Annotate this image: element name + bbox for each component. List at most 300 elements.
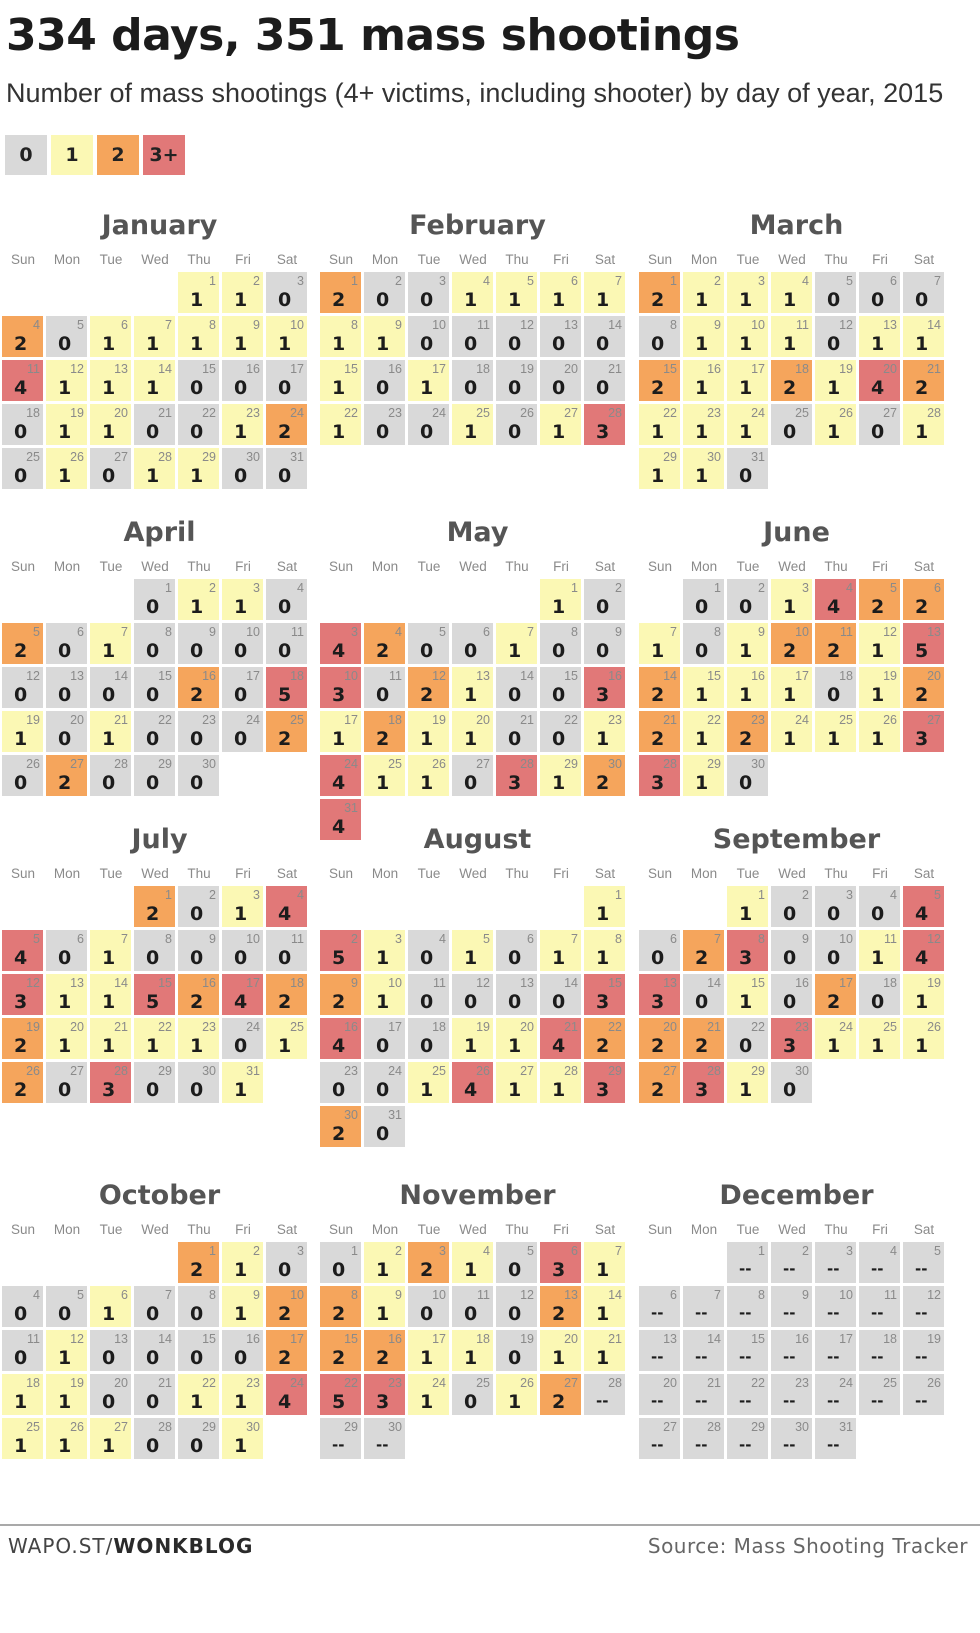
day-cell [859, 667, 900, 708]
day-cell [639, 623, 680, 664]
day-number: 20 [883, 362, 897, 376]
shooting-count: 1 [508, 1079, 522, 1101]
day-cell [46, 711, 87, 752]
day-number: 29 [202, 450, 216, 464]
month-march [639, 210, 954, 510]
weekday-label: Tue [417, 252, 441, 267]
shooting-count: 1 [695, 333, 709, 355]
day-cell [540, 755, 581, 796]
day-cell [408, 667, 449, 708]
day-cell [859, 1018, 900, 1059]
day-number: 2 [253, 274, 260, 288]
day-cell [727, 579, 768, 620]
day-number: 22 [344, 1376, 358, 1390]
weekday-label: Thu [187, 866, 211, 881]
shooting-count: 4 [915, 947, 929, 969]
shooting-count: 1 [234, 1391, 248, 1413]
day-cell [683, 755, 724, 796]
day-cell [266, 1374, 307, 1415]
day-cell [584, 886, 625, 927]
day-number: 31 [246, 1064, 260, 1078]
weekday-label: Sun [10, 559, 36, 574]
day-cell [320, 1418, 361, 1459]
day-cell [771, 711, 812, 752]
day-cell [584, 316, 625, 357]
day-cell [815, 930, 856, 971]
day-number: 10 [839, 1288, 853, 1302]
shooting-count: 3 [915, 728, 929, 750]
day-number: 26 [927, 1020, 941, 1034]
day-cell [222, 623, 263, 664]
shooting-count: 0 [420, 333, 434, 355]
day-number: 27 [663, 1064, 677, 1078]
shooting-count: 1 [102, 1035, 116, 1057]
shooting-count: 2 [695, 1035, 709, 1057]
shooting-count: -- [827, 1304, 840, 1322]
shooting-count: 2 [783, 640, 797, 662]
day-number: 17 [344, 713, 358, 727]
shooting-count: 0 [146, 640, 160, 662]
day-number: 22 [751, 1376, 765, 1390]
day-number: 27 [476, 757, 490, 771]
day-cell [90, 974, 131, 1015]
day-number: 27 [663, 1420, 677, 1434]
shooting-count: 0 [783, 991, 797, 1013]
day-number: 30 [246, 450, 260, 464]
day-cell [408, 1062, 449, 1103]
day-number: 28 [520, 757, 534, 771]
day-cell [178, 448, 219, 489]
month-october [2, 1180, 317, 1480]
month-june [639, 517, 954, 817]
shooting-count: 1 [234, 289, 248, 311]
day-number: 9 [395, 1288, 402, 1302]
weekday-label: Wed [778, 866, 806, 881]
shooting-count: 0 [420, 421, 434, 443]
day-cell [584, 1242, 625, 1283]
day-cell [320, 360, 361, 401]
shooting-count: 1 [376, 1303, 390, 1325]
day-number: 21 [707, 1020, 721, 1034]
day-cell [727, 360, 768, 401]
day-cell [178, 667, 219, 708]
weekday-label: Sun [328, 559, 354, 574]
shooting-count: 1 [190, 1391, 204, 1413]
shooting-count: 1 [464, 289, 478, 311]
legend-item: 2 [97, 135, 139, 175]
day-cell [46, 360, 87, 401]
shooting-count: 3 [102, 1079, 116, 1101]
shooting-count: 2 [651, 289, 665, 311]
day-cell [134, 1062, 175, 1103]
day-cell [134, 623, 175, 664]
shooting-count: 0 [234, 1347, 248, 1369]
shooting-count: 0 [596, 377, 610, 399]
day-cell [727, 1018, 768, 1059]
day-number: 29 [202, 1420, 216, 1434]
day-cell [90, 667, 131, 708]
day-number: 20 [114, 1376, 128, 1390]
weekday-label: Tue [417, 866, 441, 881]
day-cell [859, 974, 900, 1015]
shooting-count: -- [827, 1436, 840, 1454]
day-cell [222, 360, 263, 401]
shooting-count: 0 [695, 596, 709, 618]
day-cell [134, 1374, 175, 1415]
day-number: 10 [290, 1288, 304, 1302]
day-cell [859, 1242, 900, 1283]
day-cell [452, 755, 493, 796]
day-number: 21 [158, 1376, 172, 1390]
day-cell [222, 930, 263, 971]
month-february [320, 210, 635, 510]
day-cell [134, 711, 175, 752]
day-cell [815, 579, 856, 620]
shooting-count: 1 [508, 640, 522, 662]
credit-plain: WAPO.ST/ [8, 1534, 114, 1558]
shooting-count: 0 [552, 640, 566, 662]
shooting-count: 1 [871, 1035, 885, 1057]
day-cell [364, 1018, 405, 1059]
shooting-count: -- [695, 1304, 708, 1322]
day-number: 15 [344, 362, 358, 376]
shooting-count: 1 [420, 1391, 434, 1413]
shooting-count: 1 [552, 1079, 566, 1101]
day-number: 8 [571, 625, 578, 639]
day-cell [408, 404, 449, 445]
day-cell [540, 623, 581, 664]
shooting-count: -- [739, 1392, 752, 1410]
shooting-count: 5 [332, 947, 346, 969]
day-cell [540, 316, 581, 357]
day-number: 18 [476, 362, 490, 376]
day-cell [727, 272, 768, 313]
day-cell [496, 1242, 537, 1283]
day-cell [46, 404, 87, 445]
day-cell [815, 1286, 856, 1327]
day-cell [496, 1286, 537, 1327]
shooting-count: -- [739, 1260, 752, 1278]
day-cell [134, 1018, 175, 1059]
day-cell [178, 623, 219, 664]
day-number: 9 [802, 932, 809, 946]
day-cell [364, 1286, 405, 1327]
shooting-count: 0 [420, 991, 434, 1013]
day-number: 17 [246, 976, 260, 990]
shooting-count: 1 [739, 377, 753, 399]
shooting-count: 1 [871, 640, 885, 662]
day-number: 28 [608, 406, 622, 420]
day-cell [266, 360, 307, 401]
shooting-count: 1 [14, 1435, 28, 1457]
shooting-count: 2 [915, 596, 929, 618]
day-number: 13 [663, 1332, 677, 1346]
day-cell [540, 360, 581, 401]
day-cell [364, 623, 405, 664]
day-cell [452, 1286, 493, 1327]
footer-source: Source: Mass Shooting Tracker [647, 1534, 968, 1558]
legend-item: 0 [5, 135, 47, 175]
day-number: 1 [758, 1244, 765, 1258]
shooting-count: 3 [376, 1391, 390, 1413]
day-cell [859, 1330, 900, 1371]
day-cell [90, 1418, 131, 1459]
day-cell [815, 623, 856, 664]
shooting-count: 1 [915, 421, 929, 443]
day-number: 28 [158, 1420, 172, 1434]
day-number: 31 [290, 450, 304, 464]
day-number: 17 [751, 362, 765, 376]
day-number: 13 [114, 1332, 128, 1346]
day-number: 13 [564, 318, 578, 332]
month-january [2, 210, 317, 510]
day-cell [320, 974, 361, 1015]
shooting-count: 0 [14, 421, 28, 443]
day-cell [540, 1286, 581, 1327]
day-cell [903, 667, 944, 708]
day-number: 30 [388, 1420, 402, 1434]
day-cell [771, 1018, 812, 1059]
day-number: 14 [520, 669, 534, 683]
day-number: 27 [927, 713, 941, 727]
shooting-count: 1 [651, 465, 665, 487]
day-number: 22 [344, 406, 358, 420]
shooting-count: 2 [871, 596, 885, 618]
day-number: 21 [114, 1020, 128, 1034]
day-number: 20 [70, 713, 84, 727]
chart-title: 334 days, 351 mass shootings [6, 10, 740, 61]
day-cell [320, 1286, 361, 1327]
day-cell [639, 272, 680, 313]
day-cell [903, 1374, 944, 1415]
day-number: 22 [158, 713, 172, 727]
shooting-count: -- [827, 1392, 840, 1410]
day-cell [496, 1330, 537, 1371]
month-name: April [123, 517, 196, 548]
day-number: 26 [26, 1064, 40, 1078]
day-number: 15 [344, 1332, 358, 1346]
day-cell [364, 1062, 405, 1103]
day-number: 14 [564, 976, 578, 990]
day-number: 18 [476, 1332, 490, 1346]
shooting-count: 1 [596, 947, 610, 969]
shooting-count: 3 [552, 1259, 566, 1281]
day-cell [584, 930, 625, 971]
weekday-label: Fri [235, 252, 251, 267]
day-number: 11 [27, 1332, 40, 1346]
weekday-label: Wed [459, 559, 487, 574]
shooting-count: 0 [783, 421, 797, 443]
day-number: 23 [388, 1376, 402, 1390]
shooting-count: 0 [376, 289, 390, 311]
day-cell [540, 1330, 581, 1371]
shooting-count: 0 [871, 289, 885, 311]
shooting-count: 0 [146, 1347, 160, 1369]
weekday-label: Thu [505, 1222, 529, 1237]
day-cell [727, 316, 768, 357]
day-cell [320, 623, 361, 664]
day-number: 8 [351, 1288, 358, 1302]
day-number: 27 [520, 1064, 534, 1078]
shooting-count: -- [596, 1392, 609, 1410]
day-cell [222, 1062, 263, 1103]
weekday-label: Wed [778, 559, 806, 574]
day-number: 19 [883, 669, 897, 683]
footer-credit[interactable] [8, 1534, 253, 1558]
day-cell [903, 623, 944, 664]
day-cell [266, 1242, 307, 1283]
shooting-count: 2 [332, 1123, 346, 1145]
day-cell [178, 930, 219, 971]
day-number: 7 [121, 932, 128, 946]
day-cell [408, 272, 449, 313]
day-cell [452, 360, 493, 401]
shooting-count: 1 [146, 1035, 160, 1057]
shooting-count: 1 [464, 1259, 478, 1281]
weekday-label: Wed [778, 1222, 806, 1237]
day-cell [727, 1418, 768, 1459]
day-cell [639, 1286, 680, 1327]
day-cell [727, 1374, 768, 1415]
shooting-count: 1 [376, 947, 390, 969]
day-cell [584, 1330, 625, 1371]
shooting-count: 2 [739, 728, 753, 750]
day-number: 23 [795, 1020, 809, 1034]
shooting-count: 0 [234, 465, 248, 487]
shooting-count: -- [651, 1348, 664, 1366]
day-number: 6 [121, 1288, 128, 1302]
day-cell [639, 974, 680, 1015]
weekday-label: Thu [824, 559, 848, 574]
day-cell [815, 1330, 856, 1371]
day-number: 4 [890, 1244, 897, 1258]
day-number: 26 [927, 1376, 941, 1390]
shooting-count: 1 [146, 377, 160, 399]
day-cell [683, 1286, 724, 1327]
day-number: 28 [158, 450, 172, 464]
day-cell [771, 404, 812, 445]
shooting-count: 1 [871, 728, 885, 750]
shooting-count: 2 [278, 421, 292, 443]
day-number: 14 [707, 1332, 721, 1346]
shooting-count: 1 [420, 377, 434, 399]
shooting-count: 3 [596, 421, 610, 443]
day-cell [496, 316, 537, 357]
day-number: 13 [564, 1288, 578, 1302]
day-cell [496, 667, 537, 708]
shooting-count: 4 [871, 377, 885, 399]
day-number: 29 [663, 450, 677, 464]
shooting-count: 0 [190, 772, 204, 794]
day-number: 8 [615, 932, 622, 946]
day-number: 3 [846, 1244, 853, 1258]
weekday-label: Mon [690, 1222, 718, 1237]
day-number: 26 [520, 1376, 534, 1390]
day-cell [178, 272, 219, 313]
day-number: 14 [608, 318, 622, 332]
day-number: 3 [253, 888, 260, 902]
day-number: 2 [615, 581, 622, 595]
day-number: 2 [802, 1244, 809, 1258]
shooting-count: 0 [508, 728, 522, 750]
day-number: 13 [70, 669, 84, 683]
shooting-count: 1 [695, 465, 709, 487]
day-cell [639, 1418, 680, 1459]
day-number: 12 [26, 669, 40, 683]
day-cell [859, 886, 900, 927]
day-number: 16 [246, 1332, 260, 1346]
shooting-count: 2 [332, 991, 346, 1013]
day-number: 5 [33, 625, 40, 639]
day-cell [771, 930, 812, 971]
shooting-count: 2 [376, 640, 390, 662]
day-cell [639, 1062, 680, 1103]
day-number: 16 [202, 976, 216, 990]
day-number: 26 [432, 757, 446, 771]
day-number: 6 [890, 274, 897, 288]
shooting-count: 1 [783, 596, 797, 618]
shooting-count: 1 [58, 377, 72, 399]
day-number: 17 [290, 362, 304, 376]
day-cell [903, 1018, 944, 1059]
day-cell [90, 1374, 131, 1415]
shooting-count: -- [783, 1260, 796, 1278]
shooting-count: 1 [695, 772, 709, 794]
day-cell [266, 1018, 307, 1059]
shooting-count: 1 [596, 728, 610, 750]
day-cell [134, 360, 175, 401]
day-number: 12 [883, 625, 897, 639]
day-number: 26 [520, 406, 534, 420]
day-number: 29 [608, 1064, 622, 1078]
day-cell [134, 1330, 175, 1371]
day-number: 20 [520, 1020, 534, 1034]
shooting-count: 1 [695, 377, 709, 399]
day-number: 23 [246, 1376, 260, 1390]
day-cell [320, 272, 361, 313]
shooting-count: 0 [146, 1303, 160, 1325]
shooting-count: 3 [332, 684, 346, 706]
day-number: 25 [388, 757, 402, 771]
shooting-count: 0 [190, 640, 204, 662]
day-number: 1 [670, 274, 677, 288]
day-number: 10 [751, 318, 765, 332]
weekday-label: Sun [10, 866, 36, 881]
day-number: 27 [70, 1064, 84, 1078]
shooting-count: 4 [827, 596, 841, 618]
weekday-label: Mon [53, 559, 81, 574]
shooting-count: -- [871, 1260, 884, 1278]
shooting-count: 1 [464, 684, 478, 706]
day-cell [222, 579, 263, 620]
day-cell [408, 755, 449, 796]
day-number: 21 [707, 1376, 721, 1390]
day-cell [683, 1418, 724, 1459]
weekday-label: Tue [736, 866, 760, 881]
day-cell [364, 1418, 405, 1459]
day-number: 5 [934, 888, 941, 902]
day-number: 18 [883, 976, 897, 990]
shooting-count: 1 [102, 1435, 116, 1457]
day-number: 6 [77, 625, 84, 639]
shooting-count: -- [739, 1348, 752, 1366]
day-cell [452, 272, 493, 313]
day-cell [408, 974, 449, 1015]
day-number: 21 [564, 1020, 578, 1034]
shooting-count: 0 [146, 1435, 160, 1457]
shooting-count: 0 [234, 640, 248, 662]
day-number: 26 [476, 1064, 490, 1078]
